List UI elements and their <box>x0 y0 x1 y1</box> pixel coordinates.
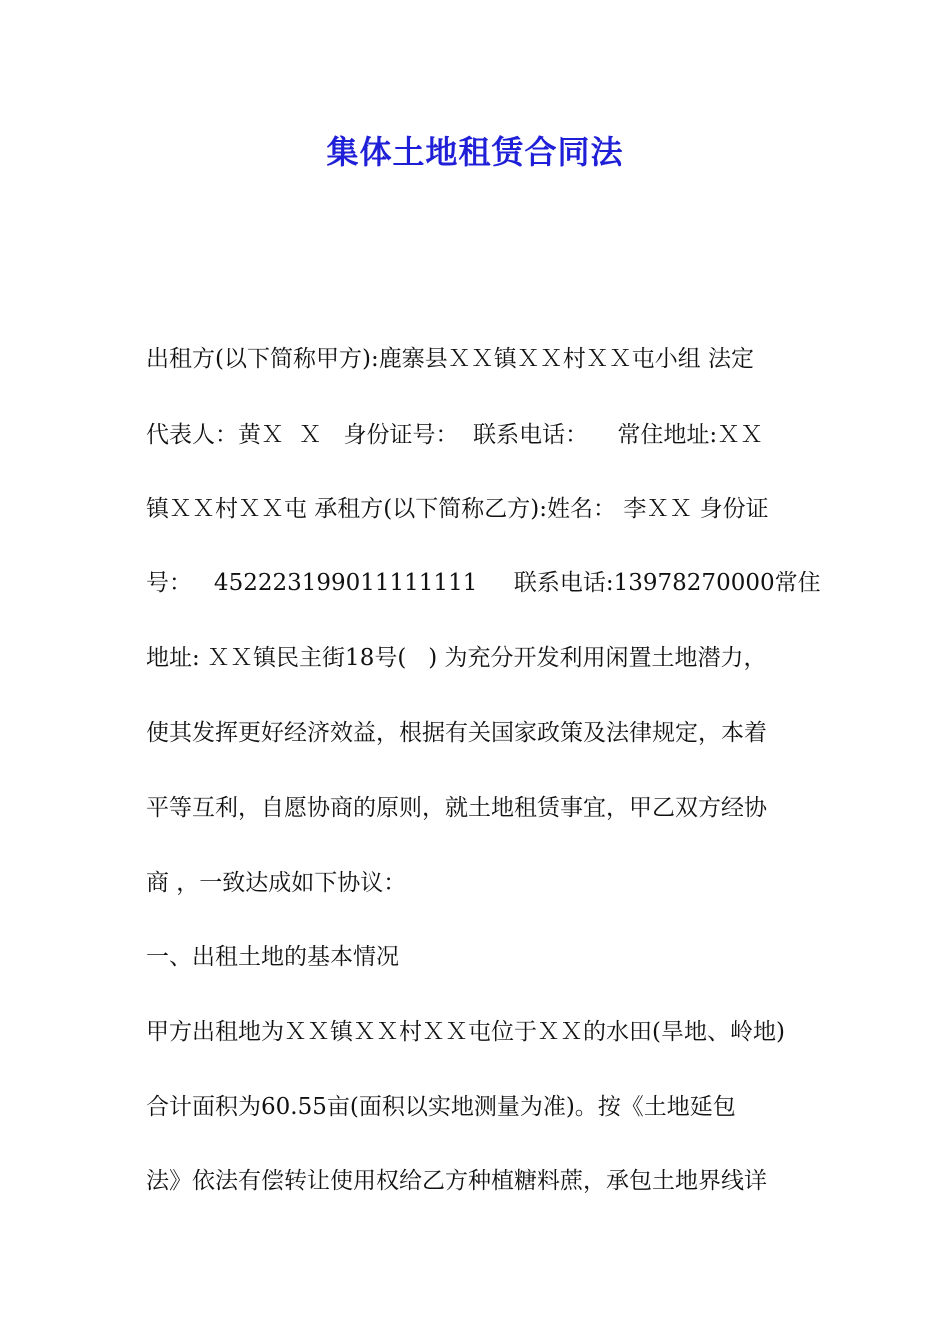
body-line-3: 镇ＸＸ村ＸＸ屯 承租方(以下简称乙方):姓名： 李ＸＸ 身份证 <box>146 496 769 522</box>
body-line-11: 合计面积为60.55亩(面积以实地测量为准)。按《土地延包 <box>146 1094 736 1120</box>
body-line-5: 地址: ＸＸ镇民主街18号( ) 为充分开发利用闲置土地潜力， <box>146 645 767 671</box>
body-line-6: 使其发挥更好经济效益，根据有关国家政策及法律规定，本着 <box>146 720 767 746</box>
body-line-2: 代表人：黄Ｘ Ｘ 身份证号： 联系电话： 常住地址:ＸＸ <box>146 422 764 448</box>
body-line-4: 号： 452223199011111111 联系电话:13978270000常住 <box>146 570 821 596</box>
section-heading-1: 一、出租土地的基本情况 <box>146 944 399 970</box>
body-line-1: 出租方(以下简称甲方):鹿寨县ＸＸ镇ＸＸ村ＸＸ屯小组 法定 <box>146 346 755 372</box>
body-line-8: 商 ，一致达成如下协议： <box>146 870 407 896</box>
body-line-7: 平等互利，自愿协商的原则，就土地租赁事宜，甲乙双方经协 <box>146 795 767 821</box>
body-line-12: 法》依法有偿转让使用权给乙方种植糖料蔗，承包土地界线详 <box>146 1168 767 1194</box>
document-title: 集体土地租赁合同法 <box>326 133 624 171</box>
body-line-10: 甲方出租地为ＸＸ镇ＸＸ村ＸＸ屯位于ＸＸ的水田(旱地、岭地) <box>146 1019 785 1045</box>
